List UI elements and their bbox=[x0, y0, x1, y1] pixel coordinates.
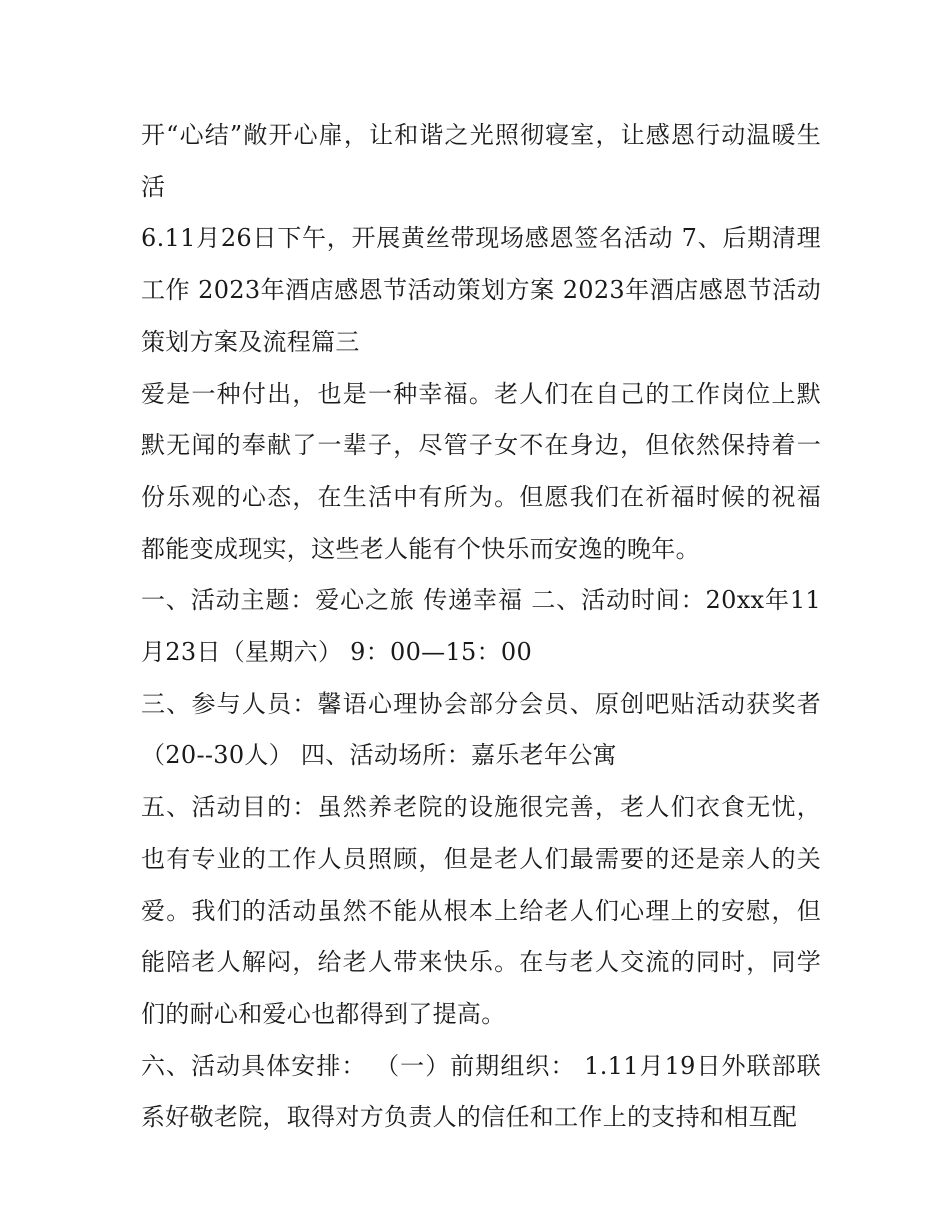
paragraph-schedule: 六、活动具体安排： （一）前期组织： 1.11月19日外联部联系好敬老院，取得对方负责人的信任和工作上的支持和相互配 bbox=[141, 1051, 821, 1132]
paragraph-closing-slogan: 开“心结”敞开心扉，让和谐之光照彻寝室，让感恩行动温暖生活 bbox=[141, 121, 821, 201]
paragraph-intro: 爱是一种付出，也是一种幸福。老人们在自己的工作岗位上默默无闻的奉献了一辈子，尽管子女不在身边，但依然保持着一份乐观的心态，在生活中有所为。但愿我们在祈福时候的祝福都能变成现实，这些老人能有个快乐而安逸的晚年。 bbox=[141, 379, 821, 563]
paragraph-participants-and-venue: 三、参与人员：馨语心理协会部分会员、原创吧贴活动获奖者（20--30人） 四、活动场所：嘉乐老年公寓 bbox=[141, 689, 821, 770]
paragraph-purpose: 五、活动目的：虽然养老院的设施很完善，老人们衣食无忧，也有专业的工作人员照顾，但是老人们最需要的还是亲人的关爱。我们的活动虽然不能从根本上给老人们心理上的安慰，但能陪老人解闷，给老人带来快乐。在与老人交流的同时，同学们的耐心和爱心也都得到了提高。 bbox=[141, 793, 821, 1028]
paragraph-yellow-ribbon-activity: 6.11月26日下午，开展黄丝带现场感恩签名活动 7、后期清理工作 2023年酒店感恩节活动策划方案 2023年酒店感恩节活动策划方案及流程篇三 bbox=[141, 224, 821, 356]
document-body bbox=[141, 110, 821, 1144]
paragraph-theme-and-time: 一、活动主题：爱心之旅 传递幸福 二、活动时间：20xx年11月23日（星期六） 9：00—15：00 bbox=[141, 586, 821, 667]
